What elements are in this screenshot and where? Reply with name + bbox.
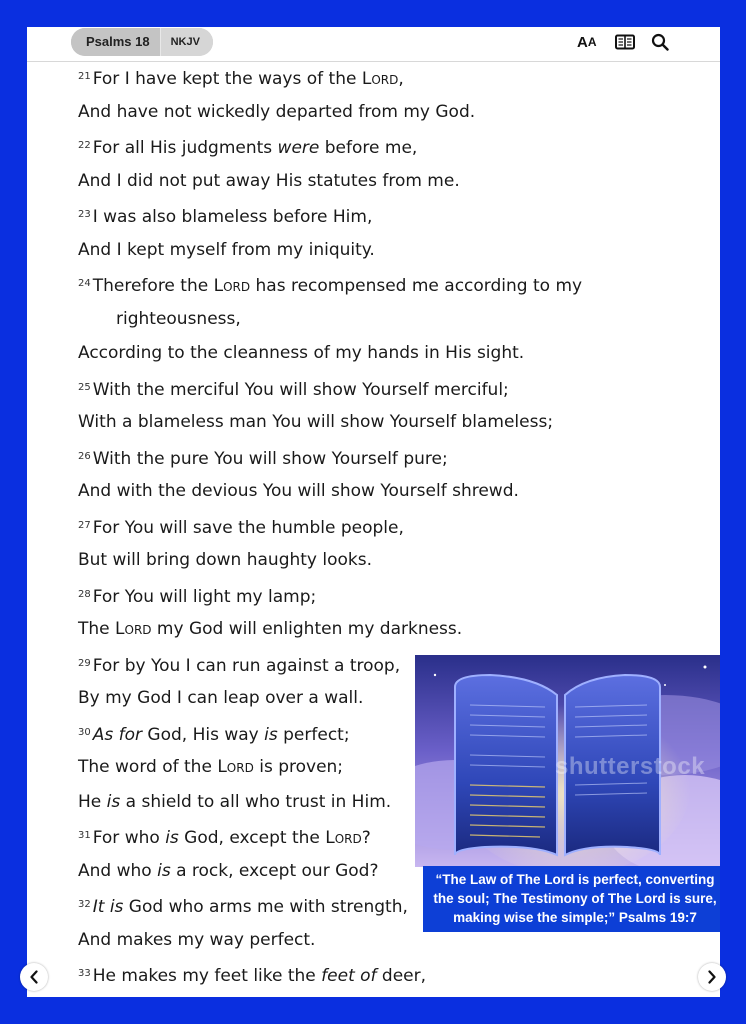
- verse-text: According to the cleanness of my hands in His sight.: [78, 343, 525, 363]
- verse-number[interactable]: 28: [78, 588, 91, 600]
- passage-selector[interactable]: [71, 28, 213, 56]
- verse-line: [78, 957, 718, 992]
- verse-text: feet of: [321, 966, 377, 986]
- verse-line: [78, 578, 718, 613]
- verse-text: is proven;: [253, 757, 344, 777]
- version-button[interactable]: NKJV: [160, 28, 213, 56]
- verse-text: were: [277, 138, 320, 158]
- verse-line: [78, 164, 718, 199]
- verse-text: ?: [361, 828, 371, 848]
- verse-number[interactable]: 25: [78, 381, 91, 393]
- verse-text: perfect;: [277, 724, 350, 745]
- verse-line: [78, 129, 718, 164]
- verse-text: ,: [398, 69, 404, 89]
- verse-number[interactable]: 24: [78, 278, 91, 289]
- verse-text: Lord: [213, 276, 251, 296]
- verse-text: I was also blameless before Him,: [92, 207, 373, 227]
- verse-text: And have not wickedly departed from my God.: [78, 101, 476, 122]
- verse-text: before me,: [319, 138, 418, 158]
- next-chapter-button[interactable]: [698, 963, 726, 991]
- verse-text: With the pure You will show Yourself pure;: [92, 448, 448, 469]
- search-icon[interactable]: [651, 33, 669, 51]
- verse-line: [78, 371, 718, 406]
- verse-number[interactable]: 22: [78, 140, 91, 151]
- verse-text: Lord: [361, 69, 399, 89]
- verse-text: Lord: [115, 619, 152, 639]
- verse-text: And who: [78, 860, 158, 881]
- verse-text: God, except the: [178, 828, 326, 848]
- text-size-label-big: A: [577, 33, 588, 51]
- verse-text: For I have kept the ways of the: [92, 69, 362, 89]
- verse-text: my God will enlighten my darkness.: [151, 619, 463, 639]
- verse-text: a shield to all who trust in Him.: [120, 791, 392, 812]
- verse-line: [78, 543, 718, 578]
- verse-text: God who arms me with strength,: [123, 897, 408, 917]
- verse-text: God, His way: [142, 724, 265, 745]
- verse-text: is: [165, 828, 179, 848]
- verse-line: [78, 198, 718, 233]
- verse-text: The word of the: [78, 757, 218, 777]
- verse-text: And makes my way perfect.: [78, 929, 316, 950]
- verse-text: And I did not put away His statutes from me.: [78, 170, 460, 191]
- reader-toolbar: [27, 27, 720, 62]
- verse-line: [78, 60, 718, 95]
- verse-text: The: [78, 619, 116, 639]
- verse-number[interactable]: 27: [78, 519, 91, 531]
- caption-line-3: making wise the simple;” Psalms 19:7: [453, 910, 697, 925]
- verse-text: And I kept myself from my iniquity.: [78, 239, 375, 260]
- verse-text: He makes my feet like the: [92, 966, 322, 986]
- verse-text: As for: [92, 724, 142, 745]
- verse-number[interactable]: 33: [78, 968, 91, 979]
- verse-line: [78, 440, 718, 475]
- verse-line: [78, 612, 718, 647]
- verse-text: deer,: [376, 966, 427, 986]
- verse-number[interactable]: 32: [78, 899, 91, 910]
- verse-text: And with the devious You will show Yourself shrewd.: [78, 481, 519, 501]
- verse-line: [78, 405, 718, 440]
- chevron-left-icon: [29, 970, 39, 984]
- verse-text: For You will light my lamp;: [92, 586, 317, 607]
- book-icon[interactable]: [615, 33, 635, 51]
- verse-text: For who: [92, 828, 166, 848]
- verse-line: [78, 302, 718, 337]
- verse-line: [78, 95, 718, 130]
- book-chapter-button[interactable]: Psalms 18: [71, 28, 160, 56]
- verse-text: But will bring down haughty looks.: [78, 550, 373, 570]
- verse-text: a rock, except our God?: [170, 860, 379, 881]
- verse-line: [78, 474, 718, 509]
- verse-number[interactable]: 31: [78, 830, 91, 841]
- reader-page: [27, 27, 720, 997]
- verse-number[interactable]: 30: [78, 726, 91, 738]
- chevron-right-icon: [707, 970, 717, 984]
- verse-text: righteousness,: [116, 308, 241, 329]
- commandment-tablets-illustration: [415, 655, 720, 867]
- verse-text: For You will save the humble people,: [92, 517, 404, 538]
- verse-number[interactable]: 26: [78, 450, 91, 462]
- verse-text: Lord: [217, 757, 254, 777]
- verse-text: has recompensed me according to my: [250, 276, 583, 296]
- previous-chapter-button[interactable]: [20, 963, 48, 991]
- verse-line: [78, 267, 718, 302]
- verse-number[interactable]: 23: [78, 209, 91, 220]
- verse-caption: [423, 866, 720, 932]
- caption-line-2: the soul; The Testimony of The Lord is sure,: [433, 891, 717, 906]
- verse-text: For all His judgments: [92, 138, 278, 158]
- verse-text: With a blameless man You will show Yourself blameless;: [78, 412, 554, 432]
- verse-line: [78, 509, 718, 544]
- verse-text: is: [157, 860, 171, 881]
- verse-line: [78, 233, 718, 268]
- caption-line-1: “The Law of The Lord is perfect, converting: [435, 872, 715, 887]
- verse-text: is: [106, 791, 121, 812]
- verse-text: is: [264, 724, 278, 745]
- text-size-icon[interactable]: [577, 33, 597, 51]
- verse-text: He: [78, 791, 107, 812]
- verse-text: Therefore the: [92, 276, 214, 296]
- verse-text: For by You I can run against a troop,: [92, 655, 401, 676]
- verse-text: By my God I can leap over a wall.: [78, 688, 364, 708]
- verse-text: With the merciful You will show Yourself merciful;: [92, 379, 509, 400]
- watermark-text: shutterstock: [555, 753, 706, 780]
- verse-number[interactable]: 21: [78, 71, 91, 82]
- verse-line: [78, 336, 718, 371]
- verse-text: It is: [92, 897, 124, 917]
- verse-text: Lord: [325, 828, 362, 848]
- promo-image: [415, 655, 720, 932]
- text-size-label-small: A: [587, 35, 597, 49]
- verse-number[interactable]: 29: [78, 657, 91, 669]
